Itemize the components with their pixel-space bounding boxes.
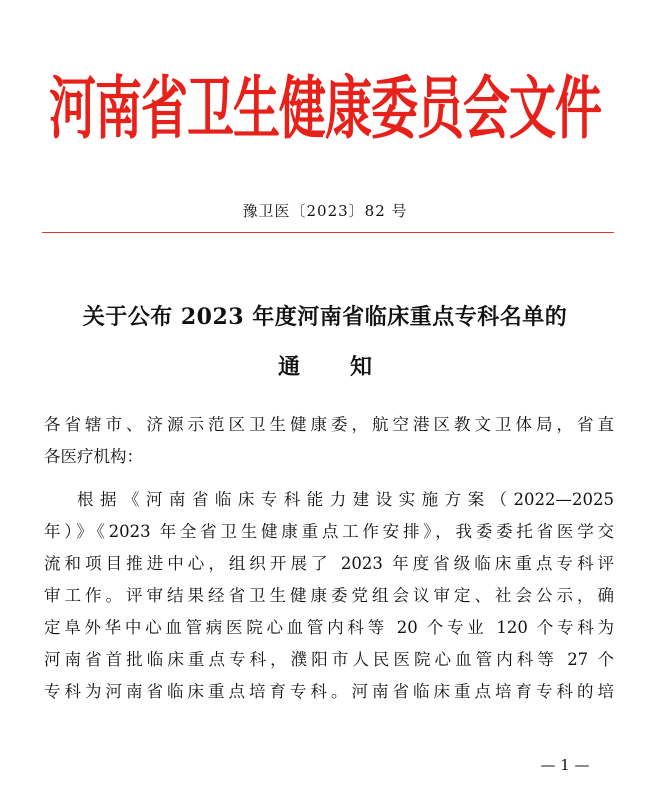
paragraph-line: 专科为河南省临床重点培育专科。河南省临床重点培育专科的培 <box>44 682 614 701</box>
body-paragraph <box>44 484 614 708</box>
notice-title-char-1: 通 <box>277 354 300 380</box>
document-number: 豫卫医〔2023〕82 号 <box>242 202 408 220</box>
notice-title-line-1: 关于公布 2023 年度河南省临床重点专科名单的 <box>82 304 568 330</box>
red-divider-line <box>42 232 614 233</box>
masthead-title: 河南省卫生健康委员会文件 <box>49 69 601 150</box>
page-number: — 1 — <box>540 756 590 774</box>
paragraph-line: 年）》《2023 年全省卫生健康重点工作安排》，我委委托省医学交 <box>44 522 614 541</box>
paragraph-line: 审工作。评审结果经省卫生健康委党组会议审定、社会公示，确 <box>44 586 614 605</box>
notice-title-char-2: 知 <box>350 354 373 380</box>
salutation <box>44 409 614 473</box>
notice-title-line-2 <box>0 350 650 381</box>
paragraph-line: 河南省首批临床重点专科，濮阳市人民医院心血管内科等 27 个 <box>44 650 614 669</box>
salutation-line: 各医疗机构： <box>44 447 143 466</box>
paragraph-line: 定阜外华中心血管病医院心血管内科等 20 个专业 120 个专科为 <box>44 618 614 637</box>
salutation-line: 各省辖市、济源示范区卫生健康委，航空港区教文卫体局，省直 <box>44 415 614 434</box>
paragraph-line: 流和项目推进中心，组织开展了 2023 年度省级临床重点专科评 <box>44 554 614 573</box>
paragraph-line: 根据《河南省临床专科能力建设实施方案（2022—2025 <box>77 490 614 509</box>
